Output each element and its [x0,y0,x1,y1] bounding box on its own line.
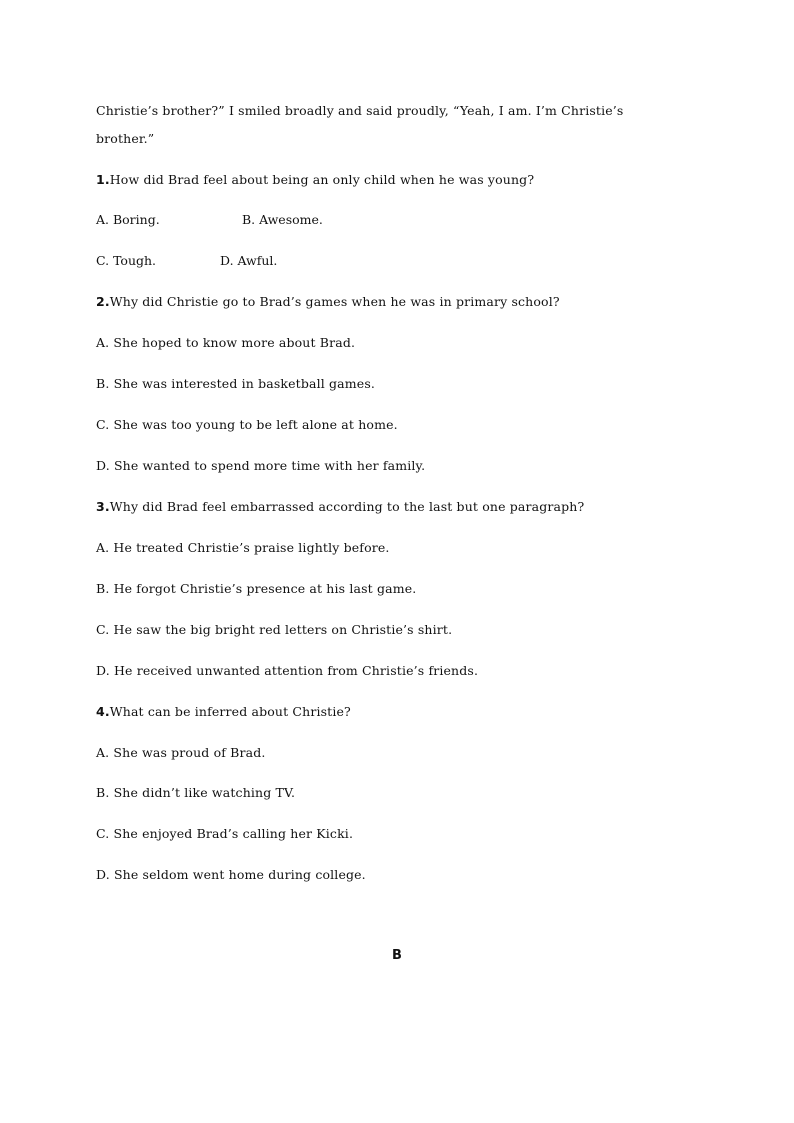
question-3 [96,499,584,515]
option-d[interactable]: D. Awful. [220,253,278,268]
option-b[interactable]: B. Awesome. [242,212,323,227]
question-text: Why did Christie go to Brad’s games when he was in primary school? [109,294,560,309]
question-number: 3. [96,499,110,514]
passage-text-line: Christie’s brother?” I smiled broadly and said proudly, “Yeah, I am. I’m Christie’s [96,103,624,118]
option-d[interactable]: D. She wanted to spend more time with her family. [96,458,426,473]
option-d[interactable]: D. He received unwanted attention from Christie’s friends. [96,663,479,678]
option-b[interactable]: B. He forgot Christie’s presence at his last game. [96,581,417,596]
question-number: 1. [96,172,110,187]
question-text: What can be inferred about Christie? [109,704,351,719]
option-b[interactable]: B. She was interested in basketball games. [96,376,376,391]
option-a[interactable]: A. He treated Christie’s praise lightly before. [96,540,390,555]
question-4 [96,704,351,720]
option-c[interactable]: C. She was too young to be left alone at home. [96,417,398,432]
question-number: 4. [96,704,110,719]
option-a[interactable]: A. Boring. [96,212,160,227]
passage-text-line: brother.” [96,131,155,146]
question-2 [96,294,560,310]
question-number: 2. [96,294,110,309]
option-c[interactable]: C. She enjoyed Brad’s calling her Kicki. [96,826,354,841]
question-1 [96,172,534,188]
option-d[interactable]: D. She seldom went home during college. [96,867,366,882]
section-label: B [392,948,402,963]
question-text: Why did Brad feel embarrassed according to the last but one paragraph? [109,499,585,514]
option-c[interactable]: C. He saw the big bright red letters on Christie’s shirt. [96,622,453,637]
options-row [96,212,323,228]
option-a[interactable]: A. She hoped to know more about Brad. [96,335,356,350]
question-text: How did Brad feel about being an only child when he was young? [109,172,535,187]
option-c[interactable]: C. Tough. [96,253,157,268]
option-a[interactable]: A. She was proud of Brad. [96,745,266,760]
options-row [96,253,277,269]
option-b[interactable]: B. She didn’t like watching TV. [96,785,296,800]
